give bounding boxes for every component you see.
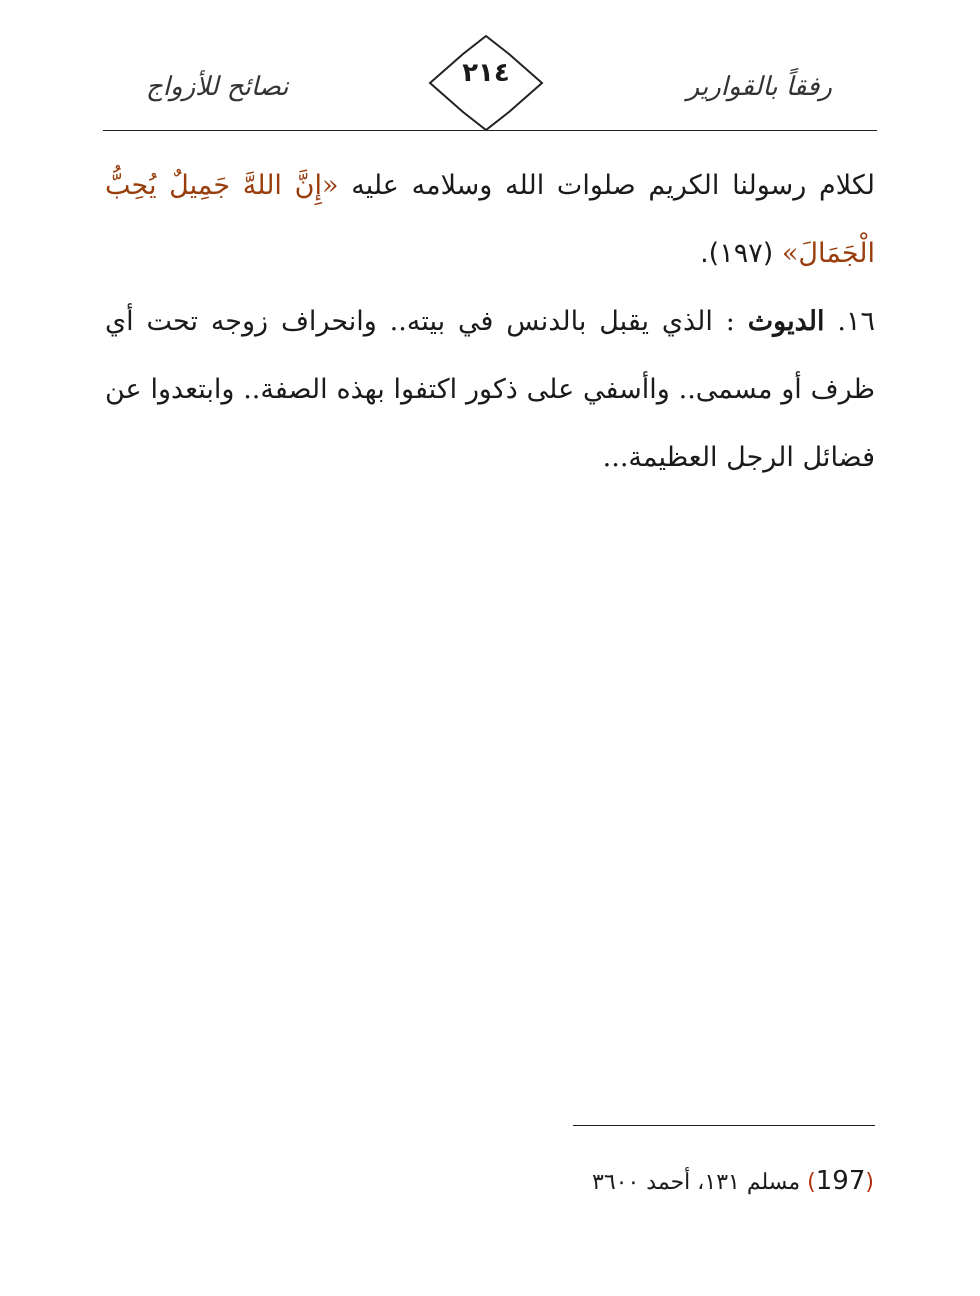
paragraph-item-16 [105,288,875,492]
hadith-quote: «إِنَّ اللهَّ جَمِيلٌ يُحِبُّ الْجَمَالَ» [105,170,875,269]
item-number: ١٦. [824,306,875,337]
defined-term: الديوث [747,306,825,337]
item-definition: : الذي يقبل بالدنس في بيته.. وانحراف زوجه تحت أي ظرف أو مسمى.. واأسفي على ذكور اكتفوا بهذه الصفة.. وابتعدوا عن فضائل الرجل العظيمة... [105,306,875,473]
page-number-badge [428,34,544,132]
header-divider [103,130,877,131]
running-header-chapter-title: نصائح للأزواج [146,72,289,102]
footnote-divider [573,1125,875,1126]
running-header-book-title: رفقاً بالقوارير [686,72,832,102]
paragraph-hadith [105,152,875,288]
footnote-reference[interactable]: (١٩٧). [700,238,782,269]
footnote-text: مسلم ١٣١، أحمد ٣٦٠٠ [592,1170,808,1195]
footnote-number: 197 [815,1166,866,1196]
main-text [105,152,875,492]
paragraph-text: لكلام رسولنا الكريم صلوات الله وسلامه عليه [338,170,876,201]
page-number: ٢١٤ [462,58,510,88]
footnote: (197) مسلم ١٣١، أحمد ٣٦٠٠ [592,1166,874,1196]
